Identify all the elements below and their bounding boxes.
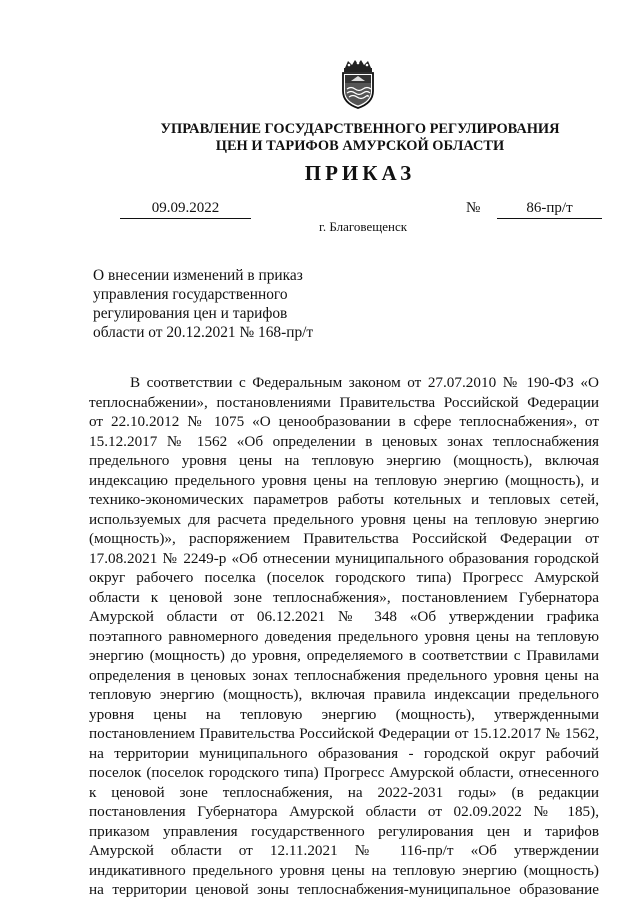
body-line: к ценовой зоне теплоснабжения, на 2022-2031 годы» (в редакции bbox=[89, 783, 599, 801]
body-line: индексацию предельного уровня цены на тепловую энергию (мощность), и bbox=[89, 471, 599, 489]
agency-name-line1: УПРАВЛЕНИЕ ГОСУДАРСТВЕННОГО РЕГУЛИРОВАНИЯ bbox=[160, 121, 560, 137]
body-line: 17.08.2021 № 2249-р «Об отнесении муниципального образования городской bbox=[89, 549, 599, 567]
body-line: постановлением Правительства Российской Федерации от 15.12.2017 № 1562, bbox=[89, 725, 599, 742]
subject-line: управления государственного bbox=[93, 286, 288, 303]
body-line: Амурской области от 12.11.2021 № 116-пр/т «Об утверждении bbox=[89, 842, 599, 859]
subject-line: области от 20.12.2021 № 168-пр/т bbox=[93, 324, 314, 341]
body-line: на территории ценовой зоны теплоснабжения-муниципальное образование bbox=[89, 881, 599, 898]
body-line: энергию (мощность) до уровня, определяемого в соответствии с Правилами bbox=[89, 647, 599, 664]
body-line: тепловую энергию (мощность), включая правила индексации предельного bbox=[89, 686, 599, 703]
body-line: от 22.10.2012 № 1075 «О ценообразовании в сфере теплоснабжения», от bbox=[89, 413, 599, 430]
document-type-title: ПРИКАЗ bbox=[304, 161, 416, 185]
body-line: теплоснабжении», постановлениями Правительства Российской Федерации bbox=[89, 393, 599, 411]
agency-name bbox=[90, 121, 630, 155]
body-line: предельного уровня цены на тепловую энергию (мощность), включая bbox=[89, 452, 599, 469]
agency-name-line2: ЦЕН И ТАРИФОВ АМУРСКОЙ ОБЛАСТИ bbox=[215, 138, 505, 154]
order-date: 09.09.2022 bbox=[120, 200, 251, 219]
subject-line: О внесении изменений в приказ bbox=[93, 267, 303, 284]
order-number: 86-пр/т bbox=[497, 200, 602, 219]
body-line: Амурской области от 06.12.2021 № 348 «Об утверждении графика bbox=[89, 608, 599, 625]
body-line: технико-экономических параметров работы котельных и тепловых сетей, bbox=[89, 491, 599, 508]
body-line: (мощность)», распоряжением Правительства Российской Федерации от bbox=[89, 530, 599, 547]
body-line: приказом управления государственного регулирования цен и тарифов bbox=[89, 822, 599, 840]
body-line: поэтапного равномерного доведения предельного уровня цены на тепловую bbox=[89, 627, 599, 645]
body-line: В соответствии с Федеральным законом от 27.07.2010 № 190-ФЗ «О bbox=[130, 374, 599, 391]
city-name: г. Благовещенск bbox=[319, 219, 408, 234]
body-line: поселок (поселок городского типа) Прогресс Амурской области, отнесенного bbox=[89, 764, 599, 781]
body-line: индикативного предельного уровня цены на тепловую энергию (мощность) bbox=[89, 861, 599, 879]
body-line: округ рабочего поселка (поселок городского типа) Прогресс Амурской bbox=[89, 569, 599, 586]
subject-line: регулирования цен и тарифов bbox=[93, 305, 288, 322]
body-line: на территории муниципального образования - городской округ рабочий bbox=[89, 744, 599, 762]
amur-oblast-coat-of-arms-icon bbox=[339, 59, 377, 109]
body-line: постановления Губернатора Амурской области от 02.09.2022 № 185), bbox=[89, 803, 599, 820]
body-line: уровня цены на тепловую энергию (мощность), утвержденными bbox=[89, 705, 599, 723]
order-body-paragraph bbox=[89, 373, 599, 900]
body-line: определения в ценовых зонах теплоснабжения предельного уровня цены на bbox=[89, 666, 599, 684]
order-subject bbox=[93, 266, 343, 342]
body-line: используемых для расчета предельного уровня цены на тепловую энергию bbox=[89, 510, 599, 528]
body-line: области к ценовой зоне теплоснабжения», постановлением Губернатора bbox=[89, 588, 599, 606]
number-sign: № bbox=[466, 200, 481, 216]
body-line: 15.12.2017 № 1562 «Об определении в ценовых зонах теплоснабжения bbox=[89, 432, 599, 450]
